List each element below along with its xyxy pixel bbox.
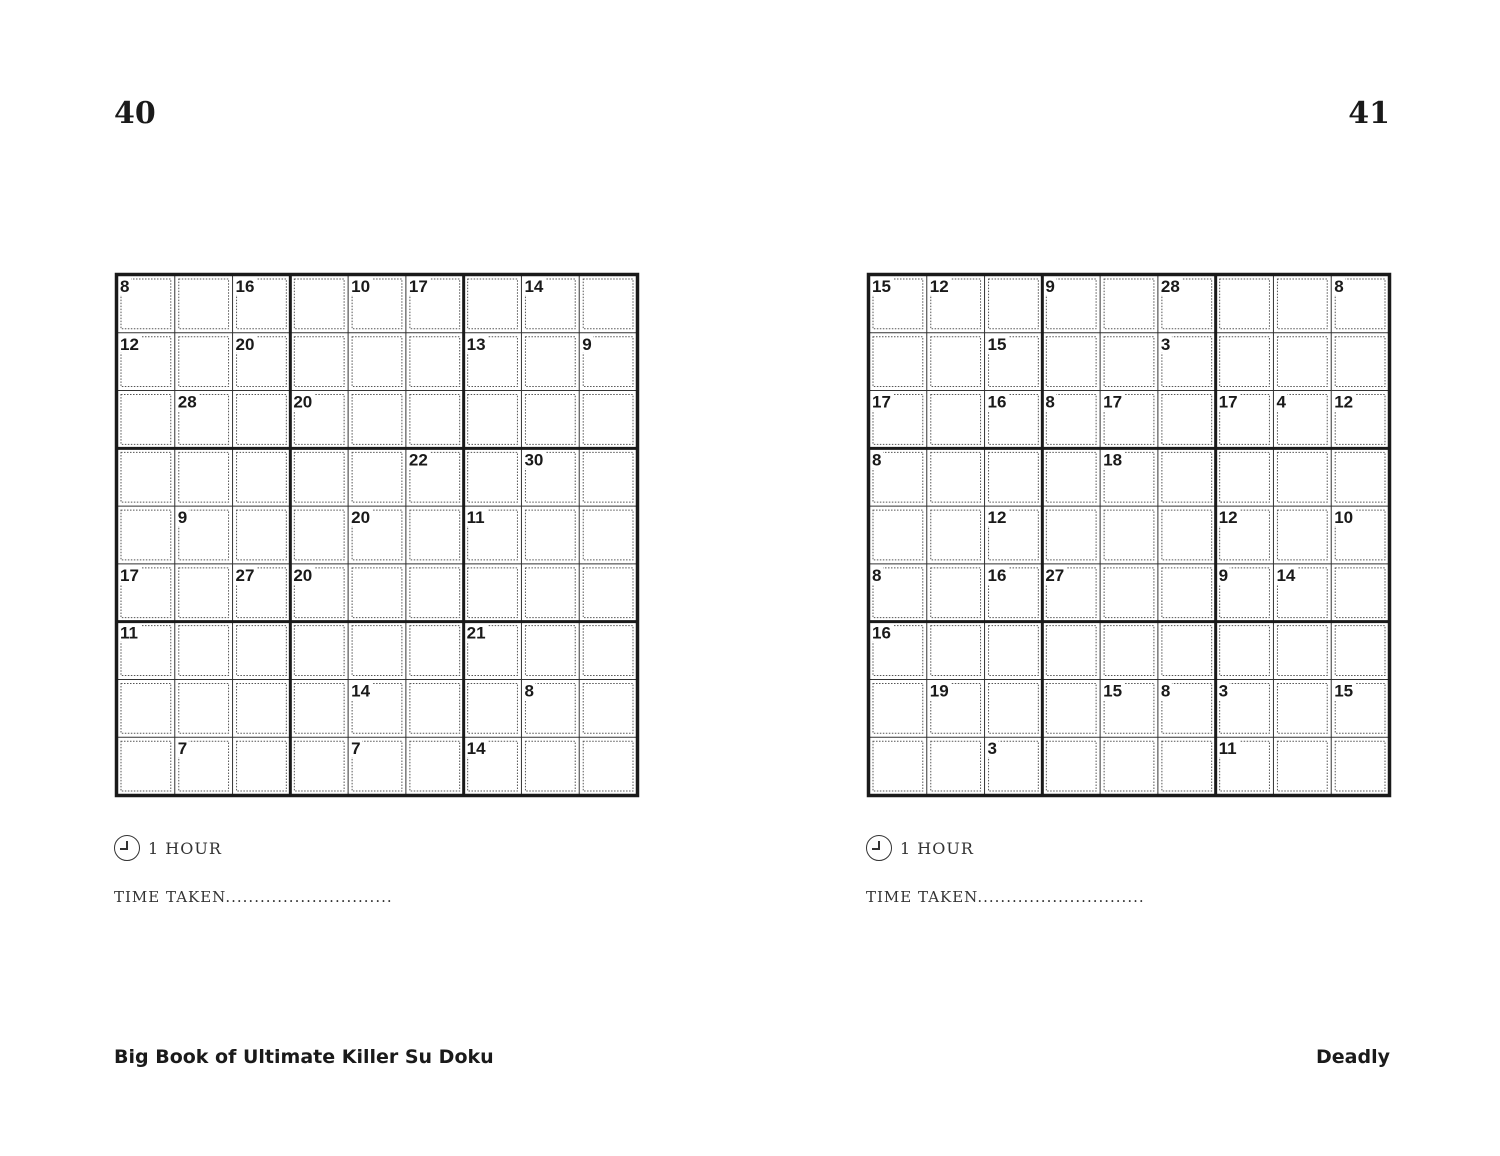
cage-sum: 3 [1218,681,1229,701]
time-limit-label: 1 HOUR [148,838,222,858]
cell-r7c5[interactable] [348,622,406,680]
cell-r2c9[interactable] [1331,333,1389,391]
book-title-footer: Big Book of Ultimate Killer Su Doku [114,1046,494,1068]
cell-r4c4[interactable] [1042,448,1100,506]
cell-r5c5[interactable] [1100,506,1158,564]
time-limit-41 [866,834,974,862]
cell-r1c4[interactable] [290,275,348,333]
cell-r1c2[interactable] [175,275,233,333]
cell-r2c2[interactable] [175,333,233,391]
cage-sum: 14 [351,681,371,701]
cell-r6c9[interactable] [579,564,637,622]
cell-r1c5[interactable] [1100,275,1158,333]
clock-icon [114,835,140,861]
cell-r1c3[interactable] [985,275,1043,333]
cell-r7c9[interactable] [579,622,637,680]
cell-r7c9[interactable] [1331,622,1389,680]
cell-r9c5[interactable] [1100,737,1158,795]
cell-r8c4[interactable] [1042,679,1100,737]
cage-sum: 13 [466,334,486,354]
cage-sum: 20 [293,565,313,585]
cage-sum: 7 [177,739,188,759]
cage-sum: 12 [1218,508,1238,528]
cage-sum: 20 [351,508,371,528]
cell-r3c3[interactable] [233,391,291,449]
cell-r6c2[interactable] [927,564,985,622]
cage-sum: 16 [987,565,1007,585]
cage-sum: 8 [872,565,882,585]
time-limit-label: 1 HOUR [900,838,974,858]
cage-sum: 21 [466,623,486,643]
cage-sum: 4 [1276,392,1286,412]
cell-r4c9[interactable] [579,448,637,506]
cell-r2c8[interactable] [1273,333,1331,391]
cell-r5c8[interactable] [521,506,579,564]
cage-sum: 14 [1276,565,1296,585]
cell-r7c8[interactable] [521,622,579,680]
cell-r3c9[interactable] [579,391,637,449]
cell-r5c8[interactable] [1273,506,1331,564]
cage-sum: 11 [466,508,485,528]
cell-r4c4[interactable] [290,448,348,506]
cell-r8c2[interactable] [175,679,233,737]
page-number-right: 41 [1348,96,1390,131]
page-number-left: 40 [114,96,156,131]
cell-r3c8[interactable] [521,391,579,449]
cage-sum: 9 [582,334,592,354]
cage-sum: 28 [177,392,197,412]
cage-sum: 12 [987,508,1007,528]
cell-r2c8[interactable] [521,333,579,391]
killer-sudoku-grid-40[interactable] [114,272,640,798]
cage-sum: 15 [987,334,1007,354]
cell-r4c1[interactable] [117,448,175,506]
cell-r4c6[interactable] [1158,448,1216,506]
cell-r8c4[interactable] [290,679,348,737]
cell-r7c2[interactable] [175,622,233,680]
cell-r1c7[interactable] [464,275,522,333]
cell-r2c6[interactable] [406,333,464,391]
cage-sum: 17 [120,565,139,585]
cell-r9c6[interactable] [1158,737,1216,795]
cell-r3c5[interactable] [348,391,406,449]
cage-sum: 8 [1160,681,1171,701]
cell-r2c7[interactable] [1216,333,1274,391]
cell-r4c2[interactable] [927,448,985,506]
cage-sum: 20 [235,334,255,354]
cage-sum: 19 [929,681,949,701]
cage-sum: 7 [351,739,361,759]
cell-r6c5[interactable] [1100,564,1158,622]
cage-sum: 17 [1218,392,1238,412]
cell-r2c5[interactable] [348,333,406,391]
cell-r9c2[interactable] [927,737,985,795]
cell-r5c1[interactable] [869,506,927,564]
cell-r6c6[interactable] [1158,564,1216,622]
cell-r5c9[interactable] [579,506,637,564]
cage-sum: 17 [408,277,428,296]
cage-sum: 17 [872,392,891,412]
cell-r2c2[interactable] [927,333,985,391]
cell-r4c3[interactable] [985,448,1043,506]
cage-sum: 27 [235,565,255,585]
killer-sudoku-grid-41[interactable] [866,272,1392,798]
cage-sum: 16 [235,277,255,296]
cell-r3c1[interactable] [117,391,175,449]
cell-r6c6[interactable] [406,564,464,622]
cage-sum: 9 [1218,565,1229,585]
time-taken-label: TIME TAKEN [866,888,978,906]
cell-r4c7[interactable] [1216,448,1274,506]
cell-r2c1[interactable] [869,333,927,391]
cage-sum: 12 [120,334,139,354]
cage-sum: 22 [408,450,428,470]
time-limit-40 [114,834,222,862]
cell-r5c4[interactable] [290,506,348,564]
cell-r8c7[interactable] [464,679,522,737]
difficulty-footer: Deadly [1316,1046,1390,1068]
cell-r8c6[interactable] [406,679,464,737]
cell-r9c6[interactable] [406,737,464,795]
cell-r5c1[interactable] [117,506,175,564]
cell-r1c9[interactable] [579,275,637,333]
cell-r5c6[interactable] [1158,506,1216,564]
cell-r6c8[interactable] [521,564,579,622]
cell-r6c7[interactable] [464,564,522,622]
cell-r6c5[interactable] [348,564,406,622]
cell-r8c1[interactable] [869,679,927,737]
cage-sum: 9 [1045,277,1055,296]
cage-sum: 16 [987,392,1007,412]
cage-sum: 17 [1103,392,1123,412]
cage-sum: 12 [929,277,949,296]
cell-r2c5[interactable] [1100,333,1158,391]
cell-r9c4[interactable] [290,737,348,795]
cell-r3c6[interactable] [406,391,464,449]
cell-r5c4[interactable] [1042,506,1100,564]
cell-r7c3[interactable] [233,622,291,680]
cage-sum: 28 [1160,277,1180,296]
cell-r9c1[interactable] [117,737,175,795]
cage-sum: 8 [524,681,534,701]
cell-r5c3[interactable] [233,506,291,564]
grid-svg [114,272,640,798]
cell-r9c9[interactable] [579,737,637,795]
cell-r7c6[interactable] [1158,622,1216,680]
cage-sum: 16 [872,623,891,643]
cell-r6c2[interactable] [175,564,233,622]
cell-r4c7[interactable] [464,448,522,506]
cage-sum: 8 [1334,277,1344,296]
cage-sum: 20 [293,392,313,412]
cell-r4c2[interactable] [175,448,233,506]
cage-sum: 3 [1160,334,1171,354]
time-taken-label: TIME TAKEN [114,888,226,906]
cell-r9c8[interactable] [521,737,579,795]
cage-sum: 11 [120,623,138,643]
cell-r2c4[interactable] [1042,333,1100,391]
cell-r7c3[interactable] [985,622,1043,680]
cell-r7c2[interactable] [927,622,985,680]
cell-r5c2[interactable] [927,506,985,564]
cell-r8c3[interactable] [233,679,291,737]
grid-svg [866,272,1392,798]
time-taken-field[interactable]: ............................. [977,888,1145,906]
cell-r7c6[interactable] [406,622,464,680]
cage-sum: 18 [1103,450,1123,470]
cage-sum: 14 [524,277,544,296]
cell-r7c4[interactable] [290,622,348,680]
cell-r6c9[interactable] [1331,564,1389,622]
cell-r3c2[interactable] [927,391,985,449]
cage-sum: 11 [1218,739,1237,759]
cell-r7c5[interactable] [1100,622,1158,680]
cell-r7c7[interactable] [1216,622,1274,680]
cell-r1c8[interactable] [1273,275,1331,333]
cell-r7c8[interactable] [1273,622,1331,680]
cage-sum: 8 [1045,392,1055,412]
cell-r3c7[interactable] [464,391,522,449]
cell-r4c8[interactable] [1273,448,1331,506]
cell-r8c3[interactable] [985,679,1043,737]
cell-r4c3[interactable] [233,448,291,506]
cell-r9c9[interactable] [1331,737,1389,795]
cell-r9c1[interactable] [869,737,927,795]
cage-sum: 12 [1334,392,1354,412]
cell-r9c3[interactable] [233,737,291,795]
cell-r5c6[interactable] [406,506,464,564]
cage-sum: 14 [466,739,486,759]
cell-r1c7[interactable] [1216,275,1274,333]
cage-sum: 30 [524,450,544,470]
cell-r8c8[interactable] [1273,679,1331,737]
clock-icon [866,835,892,861]
cell-r4c5[interactable] [348,448,406,506]
cage-sum: 8 [120,277,130,296]
cell-r9c4[interactable] [1042,737,1100,795]
cage-sum: 15 [1334,681,1354,701]
time-taken-41 [866,888,1145,906]
cell-r7c4[interactable] [1042,622,1100,680]
time-taken-40 [114,888,393,906]
cage-sum: 10 [1334,508,1354,528]
cage-sum: 15 [872,277,891,296]
cell-r2c4[interactable] [290,333,348,391]
cage-sum: 3 [987,739,998,759]
cage-sum: 8 [872,450,882,470]
cage-sum: 10 [351,277,371,296]
cell-r9c8[interactable] [1273,737,1331,795]
cell-r3c6[interactable] [1158,391,1216,449]
cage-sum: 9 [177,508,188,528]
time-taken-field[interactable]: ............................. [225,888,393,906]
cell-r8c9[interactable] [579,679,637,737]
cage-sum: 15 [1103,681,1123,701]
cage-sum: 27 [1045,565,1065,585]
cell-r4c9[interactable] [1331,448,1389,506]
cell-r8c1[interactable] [117,679,175,737]
